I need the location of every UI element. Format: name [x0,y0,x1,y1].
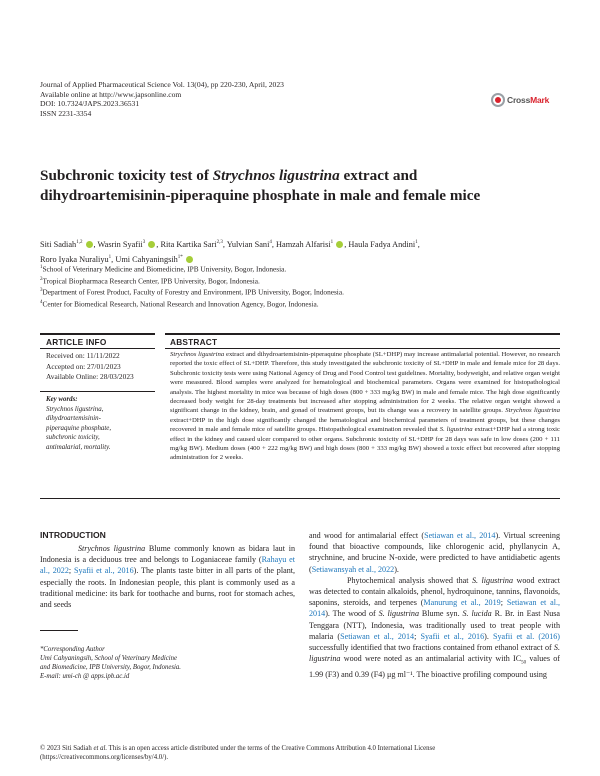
journal-doi[interactable]: DOI: 10.7324/JAPS.2023.36531 [40,99,140,109]
keyword: Strychnos ligustrina, [46,406,104,413]
divider [40,348,155,349]
introduction-heading: INTRODUCTION [40,530,106,540]
article-title: Subchronic toxicity test of Strychnos ligustrina extract and dihydroartemisinin-piperaquine phosphate in male and female mice [40,167,481,204]
journal-url[interactable]: Available online at http://www.japsonline.com [40,89,182,99]
divider [40,498,560,499]
affiliation: $^1$School of Veterinary Medicine and Biomedicine, IPB University, Bogor, Indonesia. [40,264,287,274]
journal-citation: Journal of Applied Pharmaceutical Science Vol. 13(04), pp 220-230, April, 2023 [40,80,284,89]
author-name: Siti Sadiah [40,239,77,249]
crossmark-logo[interactable]: CrossMark [491,92,563,108]
citation-link[interactable]: Setiawansyah et al., 2022 [311,564,395,574]
keyword: subchronic toxicity, [46,434,100,442]
journal-meta [40,80,284,118]
divider [165,348,560,349]
orcid-icon[interactable] [86,241,93,248]
author-name: Haula Fadya Andini [348,239,416,249]
citation-link[interactable]: Manurung et al., 2019 [423,598,501,608]
divider [40,333,155,335]
affiliation: $^4$Center for Biomedical Research, National Research and Innovation Agency, Bogor, Indonesia. [40,299,319,309]
author-list: Siti Sadiah$^{1,2}$ , Wasrin Syafii$^3$ , Rita Kartika Sari$^{2,3}$, Yulvian Sani$^4$, Hamzah Alfarisi$^1$ , Haula Fadya Andini$^1$, Roro Iyaka Nuraliyu$^1$, Umi Cahyaningsih$^{1*}$ [40,239,420,264]
license-link[interactable]: (https://creativecommons.org/licenses/by/4.0/). [40,753,169,761]
orcid-icon[interactable] [148,241,155,248]
citation-link[interactable]: Syafii et al., 2016 [73,566,134,576]
affiliation: $^2$Tropical Biopharmaca Research Center, IPB University, Bogor, Indonesia. [40,276,260,286]
keyword: piperaquine phosphate, [46,424,112,432]
corresponding-author-note: *Corresponding Author Umi Cahyaningsih, School of Veterinary Medicine and Biomedicine, IPB University, Bogor, Indonesia. E-mail: umi-ch @ apps.ipb.ac.id [40,646,270,682]
keywords-label: Key words: [46,396,78,403]
affiliation: $^3$Department of Forest Product, Faculty of Forestry and Environment, IPB University, Bogor, Indonesia. [40,287,344,297]
right-column-text [309,530,560,680]
citation-link[interactable]: Syafii et al., 2016 [420,631,485,641]
received-date: Received on: 11/11/2022 [46,351,120,360]
keyword: dihydroartemisinin- [46,415,101,423]
crossmark-icon [491,93,505,107]
divider [165,333,560,335]
available-date: Available Online: 28/03/2023 [46,372,134,381]
orcid-icon[interactable] [336,241,343,248]
author-name: Rita Kartika Sari [160,239,217,249]
author-name: Wasrin Syafii [97,239,143,249]
paragraph: and wood for antimalarial effect (Setiawan et al., 2014). Virtual screening found that bioactive compounds, like chlorogenic acid, phyllanycin A, strychnine, and brucine N-oxide, were predicted to have antidiabetic agents (Setiawansyah et al., 2022). [309,531,561,574]
paragraph: Phytochemical analysis showed that S. ligustrina wood extract was detected to contain alkaloids, phenol, hydroquinone, tannins, flavonoids, saponins, steroids, and terpenes (Manurung et al., 2019; Setiawan et al., 2014). The wood of S. ligustrina Blume syn. S. lucida R. Br. in East Nusa Tenggara (NTT), Indonesia, was traditionally used to treat people with malaria (Setiawan et al., 2014; Syafii et al., 2016). Syafii et al. (2016) successfully identified that two fractions contained from ethanol extract of S. ligustrina wood were noted as an antimalarial activity with $IC_{50}$ values of 1.99 (F3) and 0.39 (F4) μg ml⁻¹. The bioactive profiling compound using [309,575,561,680]
abstract-text: Strychnos ligustrina extract and dihydroartemisinin-piperaquine phosphate (SL+DHP) may increase antimalarial potential. However, no research reported the toxic effect of SL+DHP. Therefore, this study investigated the subchronic toxicity of SL+DHP in male and female mice for 28 days. Subchronic toxicity tests were using National Agency of Drug and Food Control test guidelines. Mortality, bodyweight, and relative organ weight were measured. Blood samples were analyzed for hematological and biochemical parameters. Organs were examined for histopathological analysis. The highest mortality in mice was because of high doses (800 + 333 mg/kg BW) in male and female mice. The high dose significantly decreased body weight for 28-day treatments but increased after stopping administration for 2 weeks. The relative organ weight showed a significant change in the kidney, brain, and gonad of treatment groups, but its change was a recovery in satellite groups. Strychnos ligustrina extract+DHP in the high dose significantly changed the hematological and biochemical parameters of treatment groups, but these changes recovered in male and female mice of satellite groups. Histopathological examination revealed that S. ligustrina extract+DHP had a strong toxic effect in the kidney and caused ulcer compared to other organs. Subchronic toxicity of SL+DHP for 28 days was safe in low doses (200 + 111 mg/kg BW). Medium doses (400 + 222 mg/kg BW) and high doses (800 + 333 mg/kg BW) showed a toxic effect but recovered after stopping administration for 2 weeks. [170,351,561,462]
introduction-paragraph: Strychnos ligustrina Blume commonly known as bidara laut in Indonesia is a deciduous tree and belongs to Loganiaceae family (Rahayu et al., 2022; Syafii et al., 2016). The plants taste bitter in all parts of the plant, especially the roots. In Indonesian people, this plant is commonly used as a traditional medicine: its bark for toothache and burns, root for stomach aches, and seeds [40,544,296,610]
citation-link[interactable]: Setiawan et al., 2014 [309,598,560,619]
keyword-list [46,405,146,452]
abstract-heading: ABSTRACT [170,337,218,347]
citation-link[interactable]: Setiawan et al., 2014 [424,531,496,540]
license-statement: © 2023 Siti Sadiah et al. This is an open access article distributed under the terms of the Creative Commons Attribution 4.0 International License (https://creativecommons.org/licenses/by/4.0/). [40,745,570,763]
footnote-divider [40,630,78,631]
author-name: Roro Iyaka Nuraliyu [40,254,109,264]
author-name: Hamzah Alfarisi [276,239,331,249]
author-email[interactable]: E-mail: umi-ch @ apps.ipb.ac.id [40,672,130,680]
article-info-heading: ARTICLE INFO [46,337,107,347]
affiliations [40,263,570,310]
divider [40,391,155,392]
keyword: antimalarial, mortality. [46,443,111,451]
citation-link[interactable]: Rahayu et al., 2022 [40,555,295,576]
author-name: Yulvian Sani [226,239,270,249]
citation-link[interactable]: Syafii et al. (2016) [492,631,560,641]
journal-issn: ISSN 2231-3354 [40,108,92,118]
accepted-date: Accepted on: 27/01/2023 [46,361,121,371]
citation-link[interactable]: Setiawan et al., 2014 [340,631,415,641]
author-name: Umi Cahyaningsih [115,254,178,264]
